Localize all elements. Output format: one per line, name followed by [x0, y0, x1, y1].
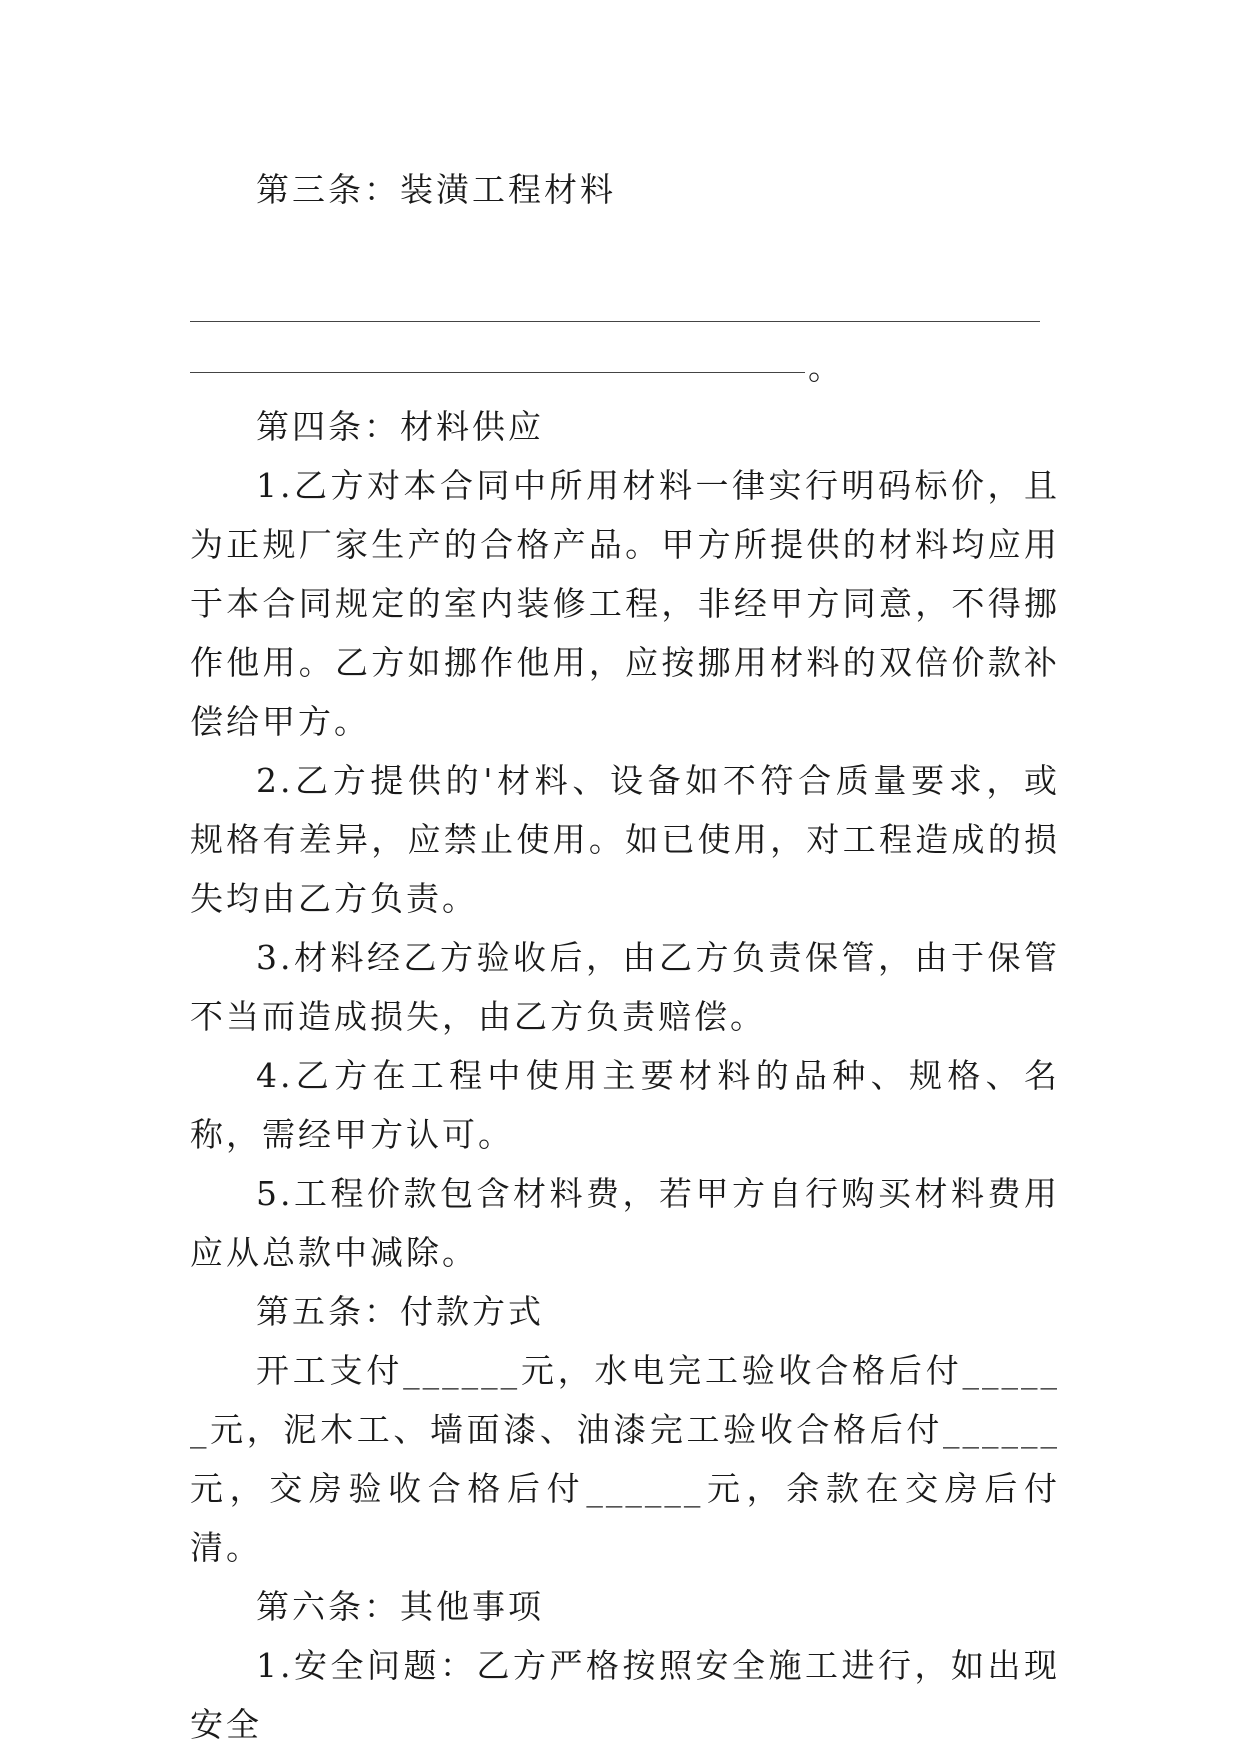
article-5-body: 开工支付______元，水电完工验收合格后付______元，泥木工、墙面漆、油漆完工验收合格后付______元，交房验收合格后付______元，余款在交房后付清。: [190, 1351, 1060, 1567]
article-4-item-4: 4.乙方在工程中使用主要材料的品种、规格、名称，需经甲方认可。: [190, 1056, 1060, 1154]
fill-in-blank-line: [190, 279, 1060, 338]
document-body: [190, 160, 1060, 1754]
article-6-heading: 第六条：其他事项: [256, 1587, 544, 1626]
blank-underline: [190, 321, 1040, 322]
spacer: [190, 219, 1060, 279]
article-4-item-5: 5.工程价款包含材料费，若甲方自行购买材料费用应从总款中减除。: [190, 1174, 1060, 1272]
blank-underline: [190, 372, 805, 373]
article-6-item-1: 1.安全问题：乙方严格按照安全施工进行，如出现安全: [190, 1646, 1060, 1744]
period-mark: 。: [808, 348, 844, 387]
article-4-item-3: 3.材料经乙方验收后，由乙方负责保管，由于保管不当而造成损失，由乙方负责赔偿。: [190, 938, 1060, 1036]
article-4-item-2: 2.乙方提供的'材料、设备如不符合质量要求，或规格有差异，应禁止使用。如已使用，对工程造成的损失均由乙方负责。: [190, 761, 1060, 918]
article-4-heading: 第四条：材料供应: [256, 407, 544, 446]
article-4-item-1: 1.乙方对本合同中所用材料一律实行明码标价，且为正规厂家生产的合格产品。甲方所提供的材料均应用于本合同规定的室内装修工程，非经甲方同意，不得挪作他用。乙方如挪作他用，应按挪用材料的双倍价款补偿给甲方。: [190, 466, 1060, 741]
article-3-heading: 第三条：装潢工程材料: [256, 170, 616, 209]
fill-in-blank-line: [190, 338, 1060, 397]
article-5-heading: 第五条：付款方式: [256, 1292, 544, 1331]
